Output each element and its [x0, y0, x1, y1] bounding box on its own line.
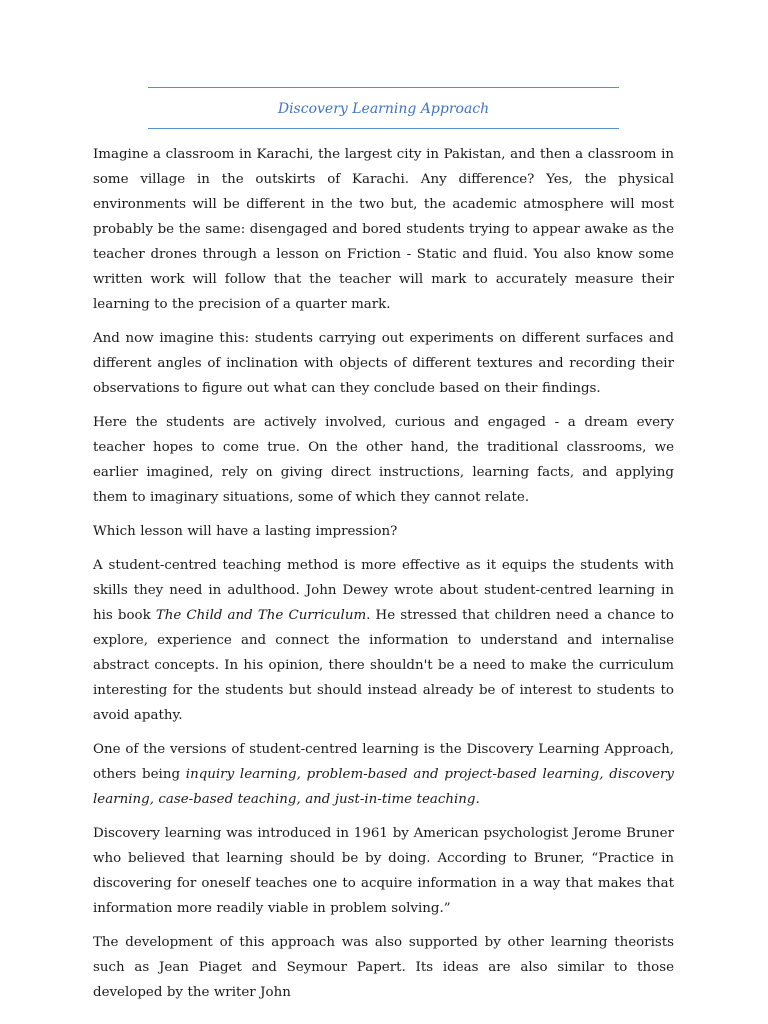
paragraph-experiments: And now imagine this: students carrying out experiments on different surfaces and different angles of inclination with objects of different textures and recording their observations to figure out what can they conclude based on their findings. — [93, 331, 674, 396]
paragraph-versions — [93, 737, 674, 812]
learning-types-list: inquiry learning, problem-based and project-based learning, discovery learning, case-based teaching, and just-in-time teaching. — [93, 767, 674, 807]
title-bottom-rule — [148, 128, 619, 129]
paragraph-development: The development of this approach was also supported by other learning theorists such as Jean Piaget and Seymour Papert. Its ideas are also similar to those developed by the writer John — [93, 935, 674, 1000]
title-top-rule — [148, 87, 619, 88]
paragraph-student-centred — [93, 553, 674, 728]
paragraph-lasting-impression: Which lesson will have a lasting impression? — [93, 524, 398, 539]
book-title: The Child and The Curriculum — [155, 608, 367, 623]
document-title: Discovery Learning Approach — [277, 101, 490, 117]
paragraph-bruner: Discovery learning was introduced in 1961 by American psychologist Jerome Bruner who believed that learning should be by doing. According to Bruner, “Practice in discovering for oneself teaches one to acquire information in a way that makes that information more readily viable in problem solving.” — [93, 826, 674, 916]
title-block — [148, 87, 619, 129]
paragraph-text: A student-centred teaching method is more effective as it equips the students with skills they need in adulthood. John Dewey wrote about student-centred learning in his book — [93, 558, 674, 623]
paragraph-engaged-students: Here the students are actively involved, curious and engaged - a dream every teacher hopes to come true. On the other hand, the traditional classrooms, we earlier imagined, rely on giving direct instructions, learning facts, and applying them to imaginary situations, some of which they cannot relate. — [93, 415, 674, 505]
paragraph-text: One of the versions of student-centred learning is the Discovery Learning Approach, others being — [93, 742, 674, 782]
paragraph-text: . He stressed that children need a chance to explore, experience and connect the information to understand and internalise abstract concepts. In his opinion, there shouldn't be a need to make the curriculum interesting for the students but should instead already be of interest to students to avoid apathy. — [93, 608, 674, 723]
document-body — [93, 142, 674, 1014]
paragraph-karachi-classroom: Imagine a classroom in Karachi, the largest city in Pakistan, and then a classroom in some village in the outskirts of Karachi. Any difference? Yes, the physical environments will be different in the two but, the academic atmosphere will most probably be the same: disengaged and bored students trying to appear awake as the teacher drones through a lesson on Friction - Static and fluid. You also know some written work will follow that the teacher will mark to accurately measure their learning to the precision of a quarter mark. — [93, 147, 674, 312]
